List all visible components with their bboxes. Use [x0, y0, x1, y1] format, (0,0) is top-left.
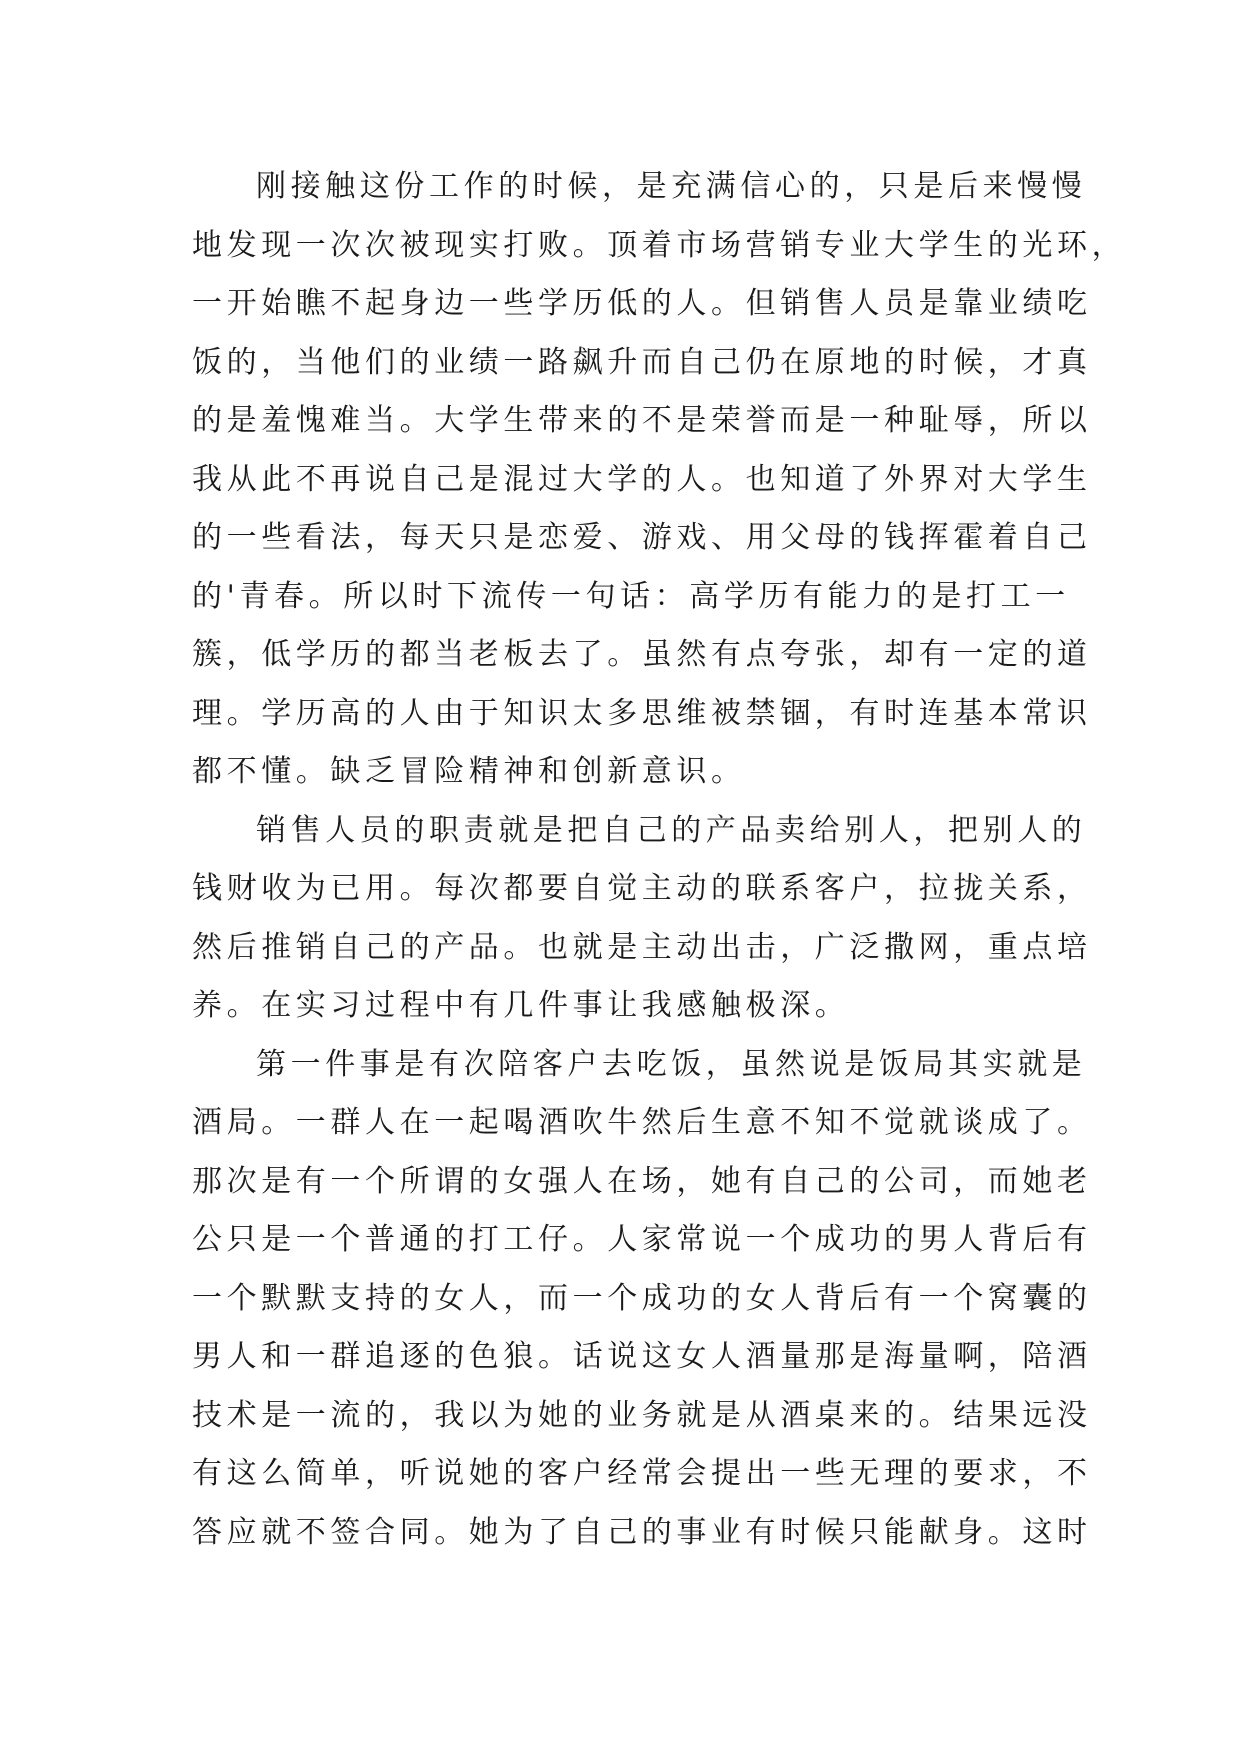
text-line: 养。在实习过程中有几件事让我感触极深。 [192, 988, 850, 1023]
text-line: 理。学历高的人由于知识太多思维被禁锢，有时连基本常识 [192, 695, 1092, 731]
text-line: 地发现一次次被现实打败。顶着市场营销专业大学生的光环， [192, 227, 1127, 263]
text-line: 的'青春。所以时下流传一句话：高学历有能力的是打工一 [192, 578, 1070, 614]
text-line: 刚接触这份工作的时候，是充满信心的，只是后来慢慢 [256, 169, 1087, 204]
text-line: 技术是一流的，我以为她的业务就是从酒桌来的。结果远没 [192, 1397, 1092, 1433]
text-line: 一个默默支持的女人，而一个成功的女人背后有一个窝囊的 [192, 1280, 1092, 1316]
text-line: 都不懂。缺乏冒险精神和创新意识。 [192, 754, 746, 789]
text-line: 我从此不再说自己是混过大学的人。也知道了外界对大学生 [192, 461, 1092, 497]
text-line: 钱财收为已用。每次都要自觉主动的联系客户，拉拢关系， [192, 871, 1092, 906]
text-line: 第一件事是有次陪客户去吃饭，虽然说是饭局其实就是 [256, 1046, 1087, 1082]
text-line: 簇，低学历的都当老板去了。虽然有点夸张，却有一定的道 [192, 637, 1092, 672]
text-line: 然后推销自己的产品。也就是主动出击，广泛撒网，重点培 [192, 929, 1092, 965]
text-line: 酒局。一群人在一起喝酒吹牛然后生意不知不觉就谈成了。 [192, 1105, 1092, 1140]
text-line: 有这么简单，听说她的客户经常会提出一些无理的要求，不 [192, 1456, 1092, 1491]
text-line: 答应就不签合同。她为了自己的事业有时候只能献身。这时 [192, 1514, 1092, 1550]
text-line: 男人和一群追逐的色狼。话说这女人酒量那是海量啊，陪酒 [192, 1339, 1092, 1374]
text-line: 公只是一个普通的打工仔。人家常说一个成功的男人背后有 [192, 1222, 1092, 1257]
text-line: 一开始瞧不起身边一些学历低的人。但销售人员是靠业绩吃 [192, 286, 1092, 321]
text-line: 的是羞愧难当。大学生带来的不是荣誉而是一种耻辱，所以 [192, 403, 1092, 438]
text-line: 那次是有一个所谓的女强人在场，她有自己的公司，而她老 [192, 1163, 1092, 1199]
text-line: 销售人员的职责就是把自己的产品卖给别人，把别人的 [256, 812, 1087, 848]
body-text [192, 158, 1127, 1562]
text-line: 的一些看法，每天只是恋爱、游戏、用父母的钱挥霍着自己 [192, 520, 1092, 555]
text-line: 饭的，当他们的业绩一路飙升而自己仍在原地的时候，才真 [192, 344, 1092, 380]
